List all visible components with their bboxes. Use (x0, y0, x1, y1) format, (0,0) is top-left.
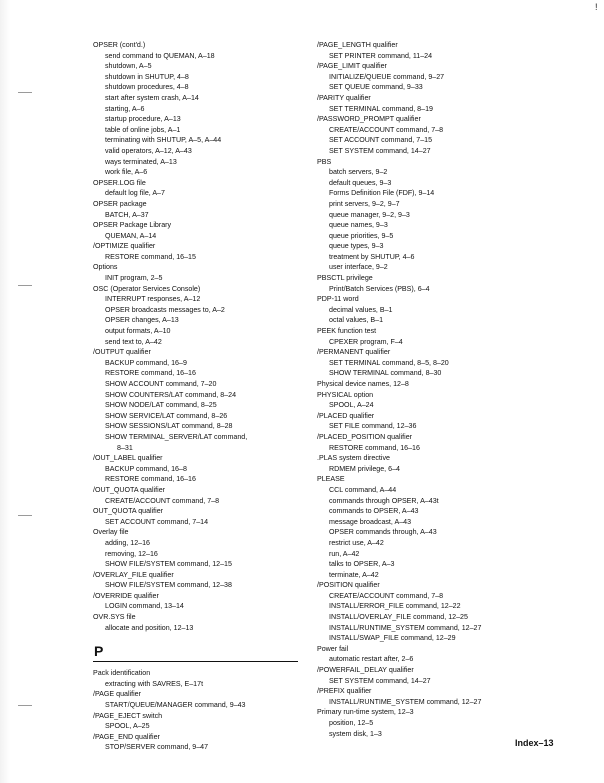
index-subentry: work file, A–6 (105, 168, 148, 177)
index-subentry: message broadcast, A–43 (329, 517, 412, 526)
index-subentry: SHOW FILE/SYSTEM command, 12–38 (105, 581, 232, 590)
index-subentry: Forms Definition File (FDF), 9–14 (329, 189, 435, 198)
index-entry: Physical device names, 12–8 (317, 380, 409, 388)
index-subentry: SHOW SERVICE/LAT command, 8–26 (105, 411, 228, 420)
index-subentry: SET FILE command, 12–36 (329, 422, 417, 431)
index-subentry: SPOOL, A–24 (329, 401, 374, 410)
index-entry: /OPTIMIZE qualifier (93, 242, 156, 251)
index-entry: /OUT_QUOTA qualifier (93, 485, 166, 494)
index-subentry: RESTORE command, 16–15 (105, 252, 196, 261)
index-subentry: commands through OPSER, A–43t (329, 496, 439, 505)
index-subentry: treatment by SHUTUP, 4–6 (329, 252, 415, 261)
index-entry: Overlay file (93, 528, 129, 537)
index-subentry: extracting with SAVRES, E–17t (105, 679, 204, 688)
index-subentry: queue names, 9–3 (329, 221, 388, 230)
binding-mark (18, 705, 32, 706)
index-subentry: RESTORE command, 16–16 (329, 443, 420, 452)
index-subentry: commands to OPSER, A–43 (329, 507, 419, 516)
index-subentry: position, 12–5 (329, 719, 374, 727)
index-entry: PEEK function test (317, 327, 377, 336)
index-subentry: starting, A–6 (105, 104, 145, 113)
index-subentry: shutdown, A–5 (105, 62, 152, 71)
index-entry: /PAGE_END qualifier (93, 732, 160, 741)
index-entry: PBS (317, 157, 332, 166)
index-subentry: CCL command, A–44 (329, 485, 397, 494)
index-entries-p (93, 668, 333, 753)
index-subentry: system disk, 1–3 (329, 729, 382, 738)
index-subentry: BACKUP command, 16–8 (105, 464, 187, 473)
index-subentry: SET SYSTEM command, 14–27 (329, 146, 431, 155)
index-entries-p-continued (317, 40, 557, 739)
index-subentry: start after system crash, A–14 (105, 93, 199, 102)
index-subentry: SHOW COUNTERS/LAT command, 8–24 (105, 390, 237, 399)
index-subentry: octal values, B–1 (329, 316, 384, 325)
index-subentry: SHOW TERMINAL_SERVER/LAT command, (105, 432, 248, 441)
index-subentry: SET ACCOUNT command, 7–15 (329, 136, 433, 145)
index-entry: /OUTPUT qualifier (93, 348, 151, 357)
index-subentry: print servers, 9–2, 9–7 (329, 199, 400, 208)
index-entry: /PREFIX qualifier (317, 687, 372, 696)
index-entry: Options (93, 263, 118, 272)
index-entry: PLEASE (317, 475, 345, 484)
index-subentry: SET TERMINAL command, 8–5, 8–20 (329, 358, 449, 367)
index-entries-o (93, 40, 333, 633)
index-subentry: terminating with SHUTUP, A–5, A–44 (105, 136, 222, 145)
index-subentry: INSTALL/OVERLAY_FILE command, 12–25 (329, 613, 468, 622)
index-subentry: BACKUP command, 16–9 (105, 358, 187, 367)
index-column-right (317, 40, 557, 739)
index-entry: PDP-11 word (317, 295, 359, 304)
index-subentry: QUEMAN, A–14 (105, 231, 157, 240)
index-entry: OPSER Package Library (93, 221, 172, 230)
index-subentry: output formats, A–10 (105, 327, 171, 336)
index-subentry: default log file, A–7 (105, 189, 165, 198)
index-subentry: 8–31 (117, 443, 133, 452)
index-subentry: valid operators, A–12, A–43 (105, 146, 192, 155)
index-entry: OPSER package (93, 199, 147, 208)
index-subentry: LOGIN command, 13–14 (105, 602, 184, 611)
index-subentry: INIT program, 2–5 (105, 274, 163, 283)
index-subentry: OPSER changes, A–13 (105, 316, 179, 325)
index-subentry: RESTORE command, 16–16 (105, 369, 196, 378)
index-subentry: OPSER broadcasts messages to, A–2 (105, 305, 225, 314)
index-entry: /PASSWORD_PROMPT qualifier (317, 115, 421, 124)
corner-mark: ! (595, 2, 598, 12)
index-subentry: SHOW TERMINAL command, 8–30 (329, 369, 442, 378)
page-edge-shadow (0, 0, 10, 783)
binding-mark (18, 92, 32, 93)
index-subentry: queue types, 9–3 (329, 242, 384, 251)
page-folio: Index–13 (515, 738, 554, 748)
index-entry: PBSCTL privilege (317, 274, 373, 283)
index-subentry: STOP/SERVER command, 9–47 (105, 743, 209, 752)
index-entry: /PLACED_POSITION qualifier (317, 432, 413, 441)
index-entry: OVR.SYS file (93, 613, 136, 622)
section-divider-rule (93, 661, 298, 662)
index-entry: /PAGE_LENGTH qualifier (317, 41, 398, 49)
index-subentry: SET ACCOUNT command, 7–14 (105, 517, 209, 526)
index-subentry: send text to, A–42 (105, 337, 162, 346)
index-subentry: INTERRUPT responses, A–12 (105, 295, 201, 304)
index-subentry: OPSER commands through, A–43 (329, 528, 437, 537)
section-letter-p: P (94, 643, 104, 660)
index-subentry: INSTALL/RUNTIME_SYSTEM command, 12–27 (329, 697, 482, 706)
index-subentry: SET TERMINAL command, 8–19 (329, 104, 433, 113)
index-subentry: BATCH, A–37 (105, 210, 149, 219)
index-subentry: queue manager, 9–2, 9–3 (329, 210, 410, 219)
index-subentry: Print/Batch Services (PBS), 6–4 (329, 284, 430, 293)
index-entry: OPSER.LOG file (93, 178, 146, 187)
index-entry: /OVERRIDE qualifier (93, 591, 159, 600)
index-entry: /POWERFAIL_DELAY qualifier (317, 666, 414, 675)
binding-mark (18, 285, 32, 286)
index-subentry: adding, 12–16 (105, 538, 150, 547)
index-subentry: run, A–42 (329, 549, 360, 558)
index-subentry: START/QUEUE/MANAGER command, 9–43 (105, 701, 246, 710)
index-entry: Pack identification (93, 669, 151, 678)
index-subentry: SET SYSTEM command, 14–27 (329, 676, 431, 685)
index-entry: PHYSICAL option (317, 390, 374, 399)
index-subentry: restrict use, A–42 (329, 538, 384, 547)
index-entry: /PLACED qualifier (317, 411, 375, 420)
index-subentry: send command to QUEMAN, A–18 (105, 51, 215, 60)
index-entry: /POSITION qualifier (317, 581, 380, 590)
index-subentry: terminate, A–42 (329, 570, 379, 579)
index-subentry: INSTALL/ERROR_FILE command, 12–22 (329, 602, 461, 611)
index-subentry: queue priorities, 9–5 (329, 231, 394, 240)
index-entry: /PERMANENT qualifier (317, 348, 391, 357)
index-subentry: allocate and position, 12–13 (105, 623, 194, 632)
index-subentry: INSTALL/RUNTIME_SYSTEM command, 12–27 (329, 623, 482, 632)
index-entry: /PAGE_EJECT switch (93, 711, 163, 720)
index-subentry: INSTALL/SWAP_FILE command, 12–29 (329, 634, 456, 643)
index-entry: /PARITY qualifier (317, 93, 371, 102)
index-subentry: INITIALIZE/QUEUE command, 9–27 (329, 72, 445, 81)
index-entry: /OUT_LABEL qualifier (93, 454, 163, 463)
index-entry: OSC (Operator Services Console) (93, 284, 201, 293)
index-subentry: batch servers, 9–2 (329, 168, 388, 177)
index-subentry: SHOW ACCOUNT command, 7–20 (105, 380, 217, 388)
index-subentry: decimal values, B–1 (329, 305, 393, 314)
index-subentry: SHOW FILE/SYSTEM command, 12–15 (105, 560, 232, 569)
index-subentry: automatic restart after, 2–6 (329, 655, 414, 664)
index-entry: Primary run-time system, 12–3 (317, 708, 414, 717)
index-subentry: shutdown in SHUTUP, 4–8 (105, 72, 189, 81)
index-subentry: table of online jobs, A–1 (105, 125, 181, 134)
index-subentry: SPOOL, A–25 (105, 722, 150, 731)
index-subentry: RDMEM privilege, 6–4 (329, 464, 400, 473)
index-subentry: CREATE/ACCOUNT command, 7–8 (329, 591, 444, 600)
index-subentry: talks to OPSER, A–3 (329, 560, 395, 569)
index-entry: /OVERLAY_FILE qualifier (93, 570, 174, 579)
index-subentry: removing, 12–16 (105, 549, 158, 558)
index-subentry: default queues, 9–3 (329, 178, 392, 187)
index-subentry: CREATE/ACCOUNT command, 7–8 (329, 125, 444, 134)
index-subentry: CPEXER program, F–4 (329, 337, 403, 346)
index-subentry: startup procedure, A–13 (105, 115, 181, 124)
index-subentry: SET PRINTER command, 11–24 (329, 51, 433, 60)
index-entry: OUT_QUOTA qualifier (93, 507, 164, 516)
index-subentry: user interface, 9–2 (329, 263, 388, 272)
index-entry: Power fail (317, 644, 349, 653)
index-subentry: RESTORE command, 16–16 (105, 475, 196, 484)
index-entry: /PAGE qualifier (93, 690, 141, 699)
index-subentry: CREATE/ACCOUNT command, 7–8 (105, 496, 220, 505)
index-subentry: SET QUEUE command, 9–33 (329, 83, 423, 92)
index-subentry: ways terminated, A–13 (105, 157, 177, 166)
index-entry: .PLAS system directive (317, 454, 390, 463)
index-entry: OPSER (cont'd.) (93, 41, 146, 49)
index-subentry: SHOW NODE/LAT command, 8–25 (105, 401, 217, 410)
index-column-left (93, 40, 333, 753)
index-subentry: shutdown procedures, 4–8 (105, 83, 189, 92)
index-entry: /PAGE_LIMIT qualifier (317, 62, 387, 71)
index-subentry: SHOW SESSIONS/LAT command, 8–28 (105, 422, 233, 431)
binding-mark (18, 515, 32, 516)
